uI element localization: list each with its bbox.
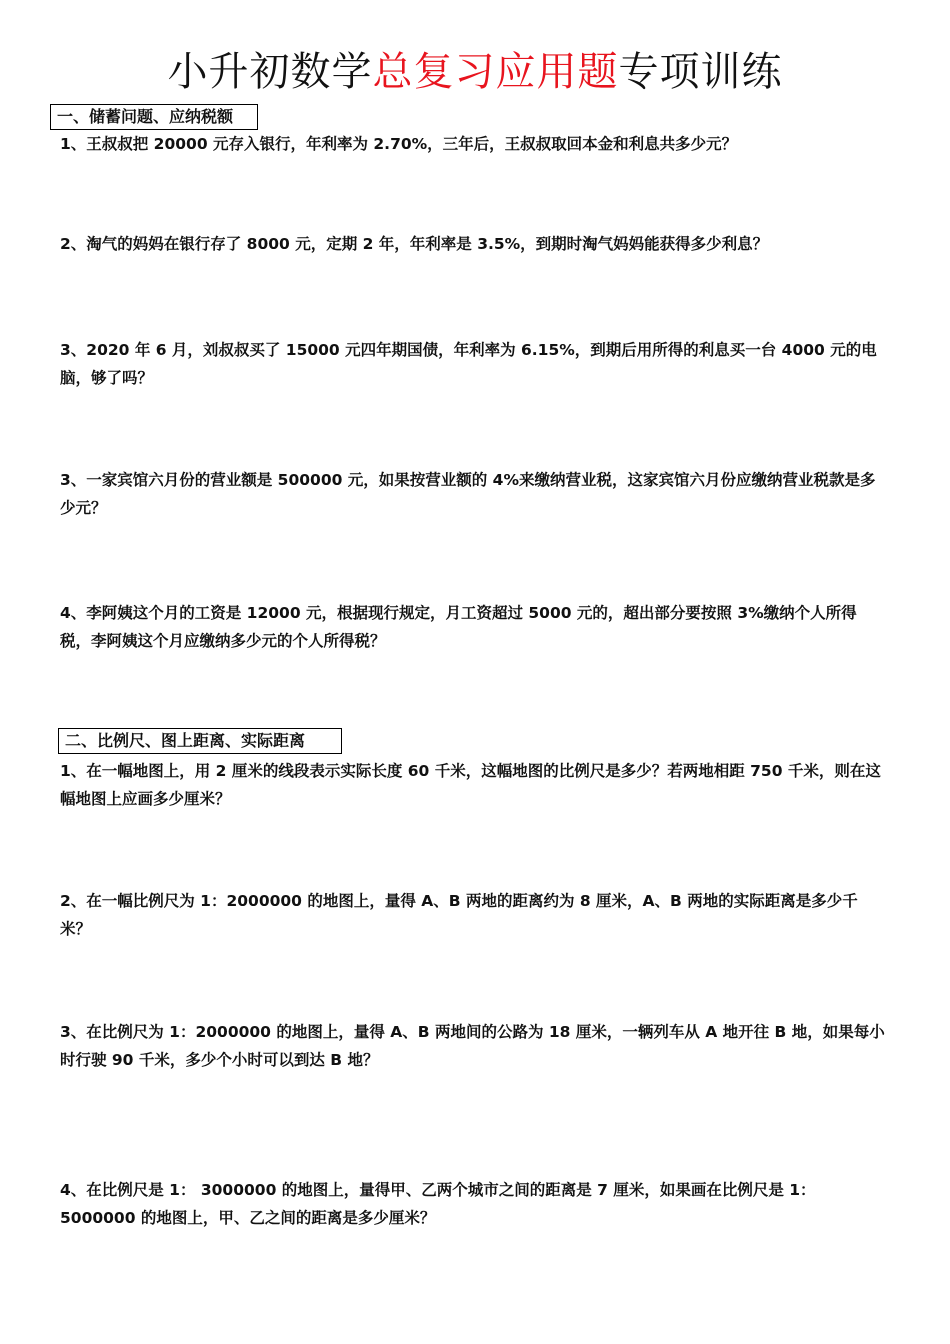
title-part-black-1: 小升初数学	[167, 49, 373, 95]
question-scale-3: 3、在比例尺为 1：2000000 的地图上，量得 A、B 两地间的公路为 18 厘米，一辆列车从 A 地开往 B 地，如果每小时行驶 90 千米，多少个小时可以到达 B 地？	[60, 1023, 885, 1069]
question-savings-1: 1、王叔叔把 20000 元存入银行，年利率为 2.70%，三年后，王叔叔取回本金和利息共多少元？	[60, 135, 738, 153]
title-part-black-2: 专项训练	[618, 49, 783, 95]
question-scale-2: 2、在一幅比例尺为 1：2000000 的地图上，量得 A、B 两地的距离约为 8 厘米，A、B 两地的实际距离是多少千米？	[60, 892, 858, 938]
question-savings-2: 2、淘气的妈妈在银行存了 8000 元，定期 2 年，年利率是 3.5%，到期时淘气妈妈能获得多少利息？	[60, 235, 769, 253]
question-savings-3: 3、2020 年 6 月，刘叔叔买了 15000 元四年期国债，年利率为 6.15%，到期后用所得的利息买一台 4000 元的电脑，够了吗？	[60, 341, 877, 387]
section-heading-savings-tax: 一、储蓄问题、应纳税额	[50, 104, 258, 130]
question-scale-1: 1、在一幅地图上，用 2 厘米的线段表示实际长度 60 千米，这幅地图的比例尺是多少？若两地相距 750 千米，则在这幅地图上应画多少厘米？	[60, 762, 881, 808]
question-savings-3b: 3、一家宾馆六月份的营业额是 500000 元，如果按营业额的 4%来缴纳营业税，这家宾馆六月份应缴纳营业税款是多少元？	[60, 471, 876, 517]
question-scale-4: 4、在比例尺是 1： 3000000 的地图上，量得甲、乙两个城市之间的距离是 7 厘米，如果画在比例尺是 1：5000000 的地图上，甲、乙之间的距离是多少厘米？	[60, 1181, 816, 1227]
question-savings-4: 4、李阿姨这个月的工资是 12000 元，根据现行规定，月工资超过 5000 元的，超出部分要按照 3%缴纳个人所得税，李阿姨这个月应缴纳多少元的个人所得税？	[60, 604, 857, 650]
page-title	[0, 44, 950, 100]
section-heading-scale-distance: 二、比例尺、图上距离、实际距离	[58, 728, 342, 754]
title-part-red: 总复习应用题	[372, 49, 619, 95]
